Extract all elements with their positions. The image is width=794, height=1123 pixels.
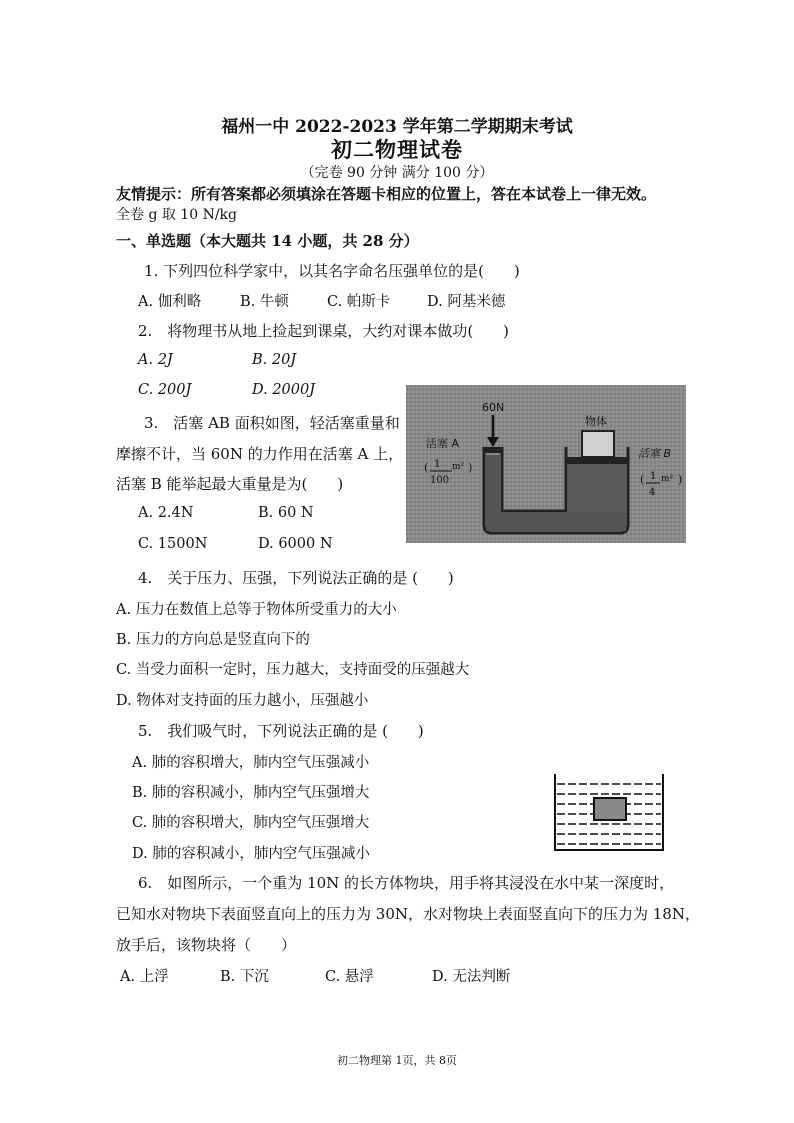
svg-text:): ) xyxy=(468,461,473,474)
section-title: 一、单选题（本大题共 14 小题，共 28 分） xyxy=(116,232,419,250)
question-1-stem: 1. 下列四位科学家中，以其名字命名压强单位的是( ) xyxy=(144,262,520,280)
area-b-unit: m² xyxy=(661,474,674,484)
piston-b-label: 活塞 B xyxy=(638,447,672,460)
object-block xyxy=(582,431,614,457)
question-2-stem: 2. 将物理书从地上捡起到课桌，大约对课本做功( ) xyxy=(138,322,510,340)
q3-option-d: D. 6000 N xyxy=(258,536,333,552)
q4-option-b: B. 压力的方向总是竖直向下的 xyxy=(116,632,310,648)
area-a-numerator: 1 xyxy=(434,459,441,470)
exam-title: 福州一中 2022-2023 学年第二学期期末考试 xyxy=(221,117,573,137)
svg-text:(: ( xyxy=(640,473,645,486)
question-4-stem: 4. 关于压力、压强，下列说法正确的是 ( ) xyxy=(138,569,454,587)
block xyxy=(594,798,626,820)
exam-subtitle: （完卷 90 分钟 满分 100 分） xyxy=(300,165,494,181)
page-footer: 初二物理第 1页，共 8页 xyxy=(337,1054,457,1067)
q3-option-b: B. 60 N xyxy=(258,505,314,521)
force-label: 60N xyxy=(482,401,505,414)
friendly-tip: 友情提示：所有答案都必须填涂在答题卡相应的位置上，答在本试卷上一律无效。 xyxy=(116,185,657,203)
q2-option-d: D. 2000J xyxy=(252,382,316,398)
area-a-denominator: 100 xyxy=(430,475,450,486)
svg-text:): ) xyxy=(678,473,683,486)
q4-option-d: D. 物体对支持面的压力越小，压强越小 xyxy=(116,693,369,709)
subject-title: 初二物理试卷 xyxy=(331,137,463,162)
q5-option-d: D. 肺的容积减小，肺内空气压强减小 xyxy=(132,846,370,862)
q3-option-a: A. 2.4N xyxy=(138,505,194,521)
question-6-stem-line3: 放手后，该物块将（ ） xyxy=(116,936,297,954)
object-label: 物体 xyxy=(585,415,607,428)
piston-a xyxy=(484,447,502,453)
area-a-unit: m² xyxy=(452,462,465,472)
q6-option-c: C. 悬浮 xyxy=(325,969,374,985)
piston-b xyxy=(566,457,628,464)
g-note: 全卷 g 取 10 N/kg xyxy=(116,207,237,223)
svg-text:(: ( xyxy=(424,461,429,474)
question-3-stem-line1: 3. 活塞 AB 面积如图，轻活塞重量和 xyxy=(144,414,400,432)
question-6-stem-line2: 已知水对物块下表面竖直向上的压力为 30N，水对物块上表面竖直向下的压力为 18N， xyxy=(116,905,700,923)
question-5-stem: 5. 我们吸气时，下列说法正确的是 ( ) xyxy=(138,722,424,740)
q2-option-c: C. 200J xyxy=(138,382,192,398)
q5-option-c: C. 肺的容积增大，肺内空气压强增大 xyxy=(132,815,370,831)
q4-option-a: A. 压力在数值上总等于物体所受重力的大小 xyxy=(116,602,397,618)
question-3-stem-line3: 活塞 B 能举起最大重量是为( ) xyxy=(116,475,344,493)
area-b-denominator: 4 xyxy=(649,487,656,498)
q2-option-a: A. 2J xyxy=(138,352,173,368)
question-6-stem-line1: 6. 如图所示，一个重为 10N 的长方体物块，用手将其浸没在水中某一深度时， xyxy=(138,874,675,892)
q1-option-c: C. 帕斯卡 xyxy=(327,294,391,310)
question-3-stem-line2: 摩擦不计，当 60N 的力作用在活塞 A 上， xyxy=(116,445,404,463)
q5-option-a: A. 肺的容积增大，肺内空气压强减小 xyxy=(132,755,370,771)
q1-option-d: D. 阿基米德 xyxy=(427,294,506,310)
q6-option-d: D. 无法判断 xyxy=(432,969,511,985)
q1-option-b: B. 牛顿 xyxy=(240,294,289,310)
submerged-block-figure xyxy=(553,772,665,852)
area-b-numerator: 1 xyxy=(650,471,657,482)
piston-a-label: 活塞 A xyxy=(426,437,460,450)
q3-option-c: C. 1500N xyxy=(138,536,208,552)
q1-option-a: A. 伽利略 xyxy=(138,294,202,310)
q2-option-b: B. 20J xyxy=(252,352,297,368)
q5-option-b: B. 肺的容积减小，肺内空气压强增大 xyxy=(132,785,370,801)
q4-option-c: C. 当受力面积一定时，压力越大，支持面受的压强越大 xyxy=(116,662,470,678)
q6-option-b: B. 下沉 xyxy=(220,969,269,985)
hydraulic-press-figure xyxy=(406,385,686,543)
q6-option-a: A. 上浮 xyxy=(120,969,169,985)
